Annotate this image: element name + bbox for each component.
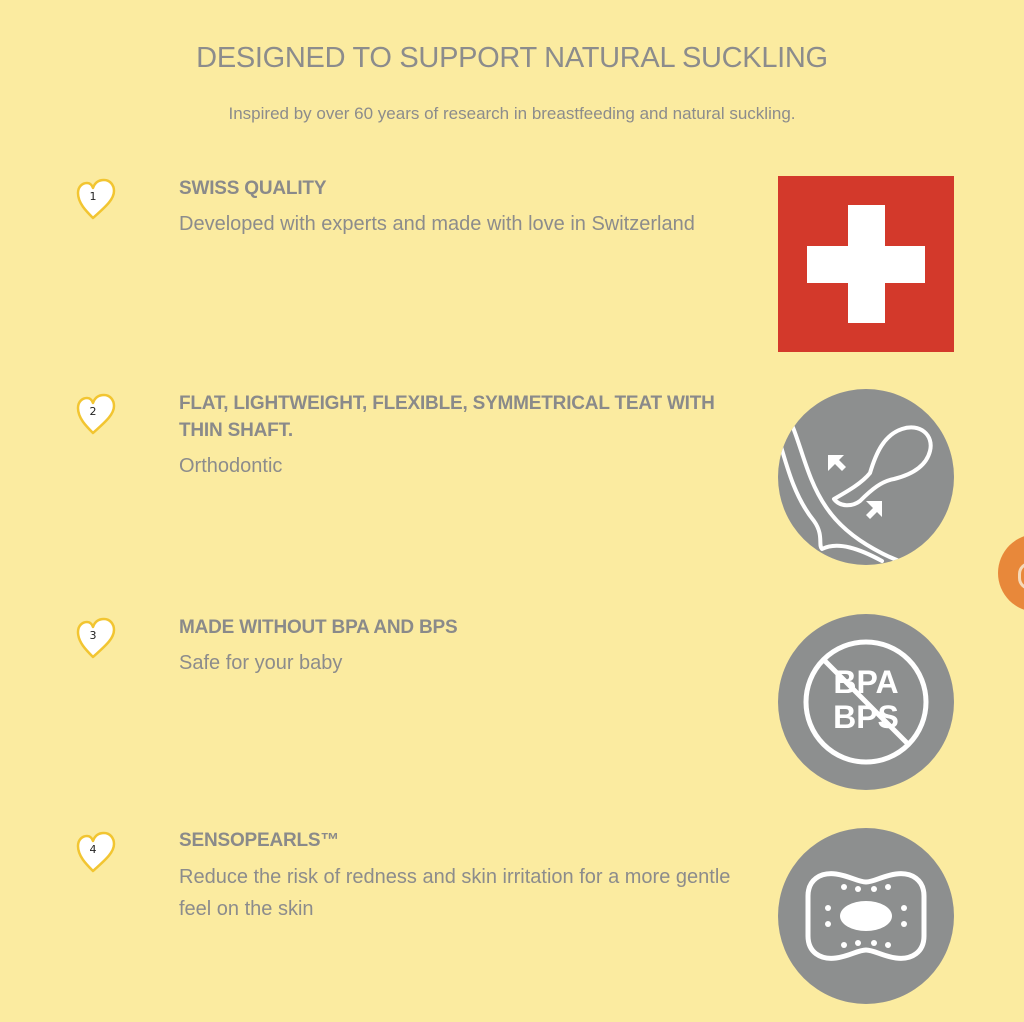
teat-shape-icon — [778, 389, 954, 565]
feature-title: MADE WITHOUT BPA AND BPS — [179, 617, 458, 638]
feature-description: Orthodontic — [179, 455, 283, 477]
swiss-flag-icon — [778, 176, 954, 352]
feature-number: 2 — [89, 405, 97, 418]
feature-number: 1 — [89, 190, 97, 203]
heart-number-badge — [74, 831, 118, 875]
heart-number-badge — [74, 617, 118, 661]
bps-label: BPS — [833, 699, 899, 735]
floating-help-tab[interactable] — [998, 534, 1024, 612]
heart-number-badge — [74, 178, 118, 222]
no-bpa-bps-image — [778, 614, 954, 790]
feature-description: Safe for your baby — [179, 652, 343, 674]
page-subtitle: Inspired by over 60 years of research in breastfeeding and natural suckling. — [228, 104, 796, 123]
no-bpa-bps-icon — [778, 614, 954, 790]
bpa-label: BPA — [833, 664, 899, 700]
feature-number: 3 — [89, 629, 97, 642]
chat-icon — [1018, 562, 1024, 590]
feature-description: Reduce the risk of redness and skin irritation for a more gentle feel on the skin — [179, 866, 731, 920]
feature-description: Developed with experts and made with love in Switzerland — [179, 213, 695, 235]
swiss-flag-image — [778, 176, 954, 352]
teat-shape-image — [778, 389, 954, 565]
page-title: DESIGNED TO SUPPORT NATURAL SUCKLING — [196, 42, 828, 74]
feature-title: FLAT, LIGHTWEIGHT, FLEXIBLE, SYMMETRICAL TEAT WITH THIN SHAFT. — [179, 393, 715, 441]
heart-number-badge — [74, 393, 118, 437]
feature-title: SWISS QUALITY — [179, 178, 327, 199]
sensopearls-image — [778, 828, 954, 1004]
sensopearls-shield-icon — [778, 828, 954, 1004]
feature-title: SENSOPEARLS™ — [179, 830, 340, 851]
feature-number: 4 — [89, 843, 97, 856]
